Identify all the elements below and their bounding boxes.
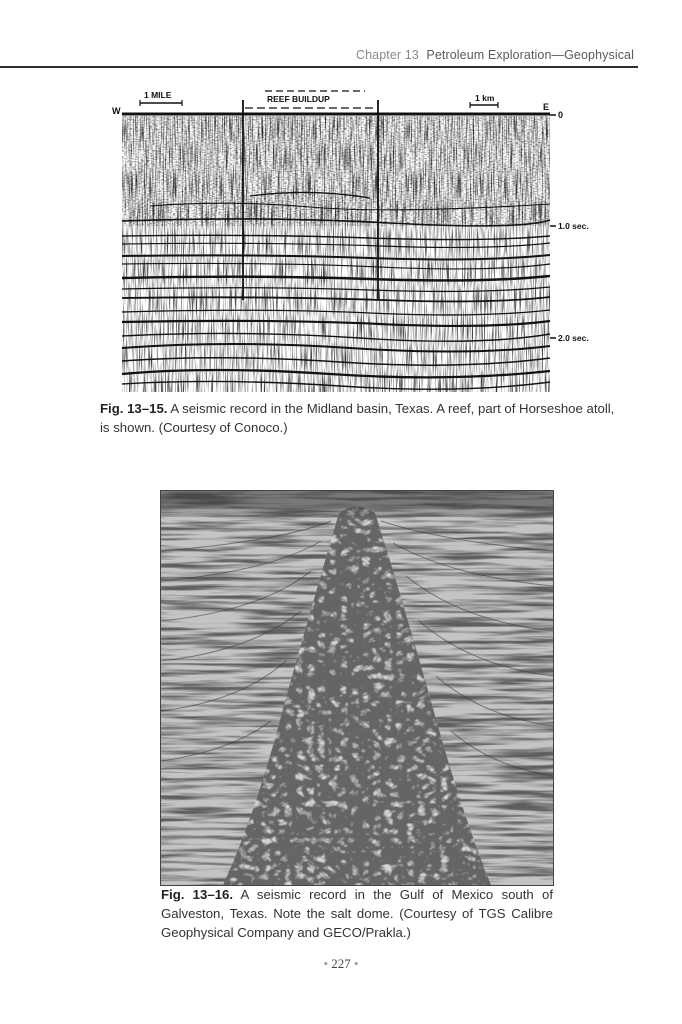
scale-km-label: 1 km — [475, 93, 495, 103]
time-label-1: 1.0 sec. — [558, 221, 589, 231]
seismic-section-midland — [110, 86, 610, 396]
header-rule — [0, 66, 638, 68]
header-title: Petroleum Exploration—Geophysical — [426, 48, 634, 62]
seismic-section-salt-dome — [161, 491, 553, 885]
time-label-2: 2.0 sec. — [558, 333, 589, 343]
figure-13-16-caption-label: Fig. 13–16. — [161, 887, 234, 902]
figure-13-16-caption — [161, 885, 553, 942]
figure-13-16-caption-text: A seismic record in the Gulf of Mexico south of Galveston, Texas. Note the salt dome. (Courtesy of TGS Calibre Geophysical Company and GECO/Prakla.) — [161, 887, 553, 940]
figure-13-15-caption — [100, 399, 620, 437]
east-label: E — [543, 102, 550, 112]
page-number: 227 — [331, 956, 351, 971]
page-number-footer: • 227 • — [323, 956, 359, 971]
figure-13-15-caption-label: Fig. 13–15. — [100, 401, 168, 416]
header-chapter: Chapter 13 — [355, 48, 419, 62]
reef-buildup-label: REEF BUILDUP — [267, 94, 330, 104]
time-label-0: 0 — [558, 110, 564, 120]
figure-midland-seismic — [110, 86, 610, 396]
running-header — [0, 40, 682, 68]
header-text — [356, 48, 634, 62]
figure-salt-dome-seismic — [160, 490, 554, 886]
west-label: W — [112, 106, 121, 116]
scale-mile-label: 1 MILE — [144, 90, 172, 100]
figure-13-15-caption-text: A seismic record in the Midland basin, Texas. A reef, part of Horseshoe atoll, is shown. (Courtesy of Conoco.) — [100, 401, 615, 435]
